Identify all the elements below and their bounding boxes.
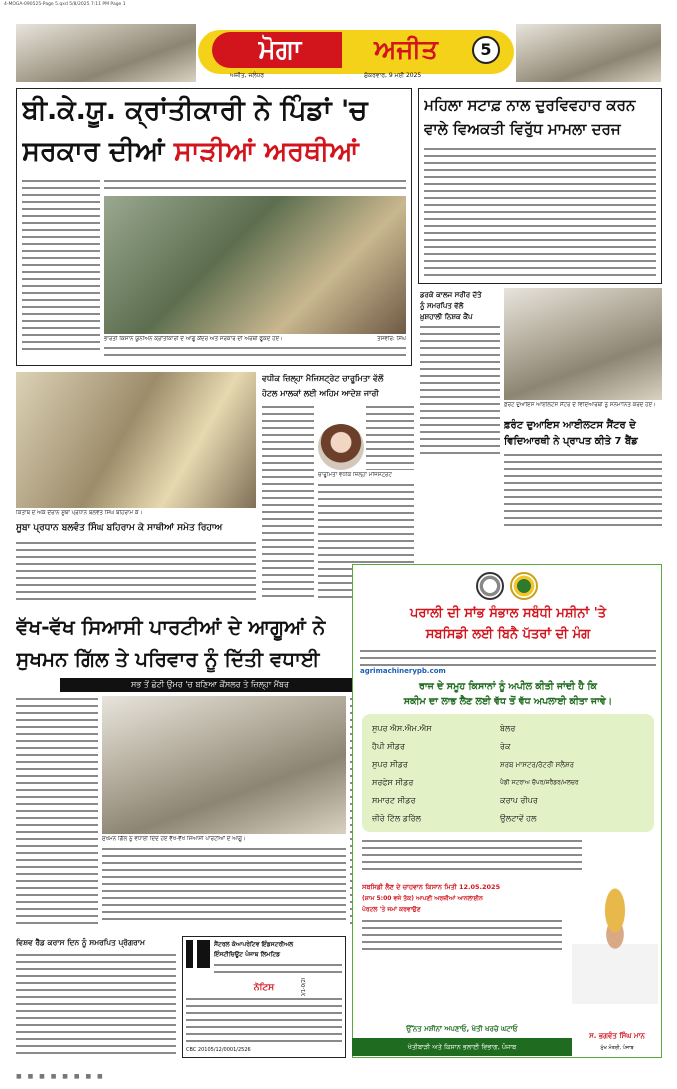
notice-body — [186, 996, 342, 1044]
story7-body-col1 — [16, 696, 98, 924]
story7-subhead: ਸਭ ਤੋਂ ਛੋਟੀ ਉਮਰ 'ਚ ਬਣਿਆ ਕੌਂਸਲਰ ਤੇ ਜ਼ਿਲ੍ਹਾ ਮੈਂਬਰ — [60, 678, 360, 692]
story8-body — [16, 952, 176, 1056]
ad-logo-right — [510, 572, 538, 600]
ad-machines-left — [372, 720, 498, 828]
story4-photo-caption: ਕਿਤਾਬ ਦੇ ਅੰਕ ਦੌਰਾਨ ਸੂਬਾ ਪ੍ਰਧਾਨ ਬਲਵੰਤ ਸਿੰਘ ਬਹਿਰਾਮ ਕੇ। — [16, 510, 143, 516]
story6-photo-caption: ਫ਼ਰੰਟ ਦੁਆਇਸ ਆਈਲਟਸ ਸੈਂਟਰ ਦੇ ਵਿਦਿਆਰਥੀ ਨੂੰ ਸਨਮਾਨਿਤ ਕਰਦੇ ਹੋਏ। — [504, 402, 656, 408]
file-info-bar: 4-MOGA-090525-Page 5.qxd 5/8/2025 7:11 PM Page 1 — [4, 2, 126, 7]
story1-photo-caption: ਭਾਰਤੀ ਕਿਸਾਨ ਯੂਨੀਅਨ ਕ੍ਰਾਂਤੀਕਾਰੀ ਦੇ ਆਗੂ ਕੇਂਦਰ ਅਤੇ ਸਰਕਾਰ ਦੀ ਅਰਥੀ ਫੂਕਦੇ ਹੋਏ। — [104, 336, 283, 342]
story1-headline-line1: ਬੀ.ਕੇ.ਯੂ. ਕ੍ਰਾਂਤੀਕਾਰੀ ਨੇ ਪਿੰਡਾਂ 'ਚ — [22, 95, 368, 126]
masthead-right-photo — [516, 24, 661, 82]
story5-body-col2 — [366, 404, 414, 470]
ad-cm-name: ਸ. ਭਗਵੰਤ ਸਿੰਘ ਮਾਨ — [589, 1032, 645, 1040]
notice-org-address — [214, 962, 342, 978]
story3-headline-line2: ਨੂੰ ਸਮਰਪਿਤ ਵੱਲੋਂ — [420, 302, 464, 310]
story5-headline-line2: ਹੋਟਲ ਮਾਲਕਾਂ ਲਈ ਅਹਿਮ ਆਦੇਸ਼ ਜਾਰੀ — [262, 389, 379, 398]
ad-machine-item: ਸਰਫੇਸ ਸੀਡਰ — [372, 778, 414, 787]
ad-slogan: ਉੱਨਤ ਮਸ਼ੀਨਾਂ ਅਪਣਾਓ, ਖੇਤੀ ਖਰਚੇ ਘਟਾਓ — [406, 1025, 518, 1033]
story4-body — [16, 540, 256, 604]
story5-body-col1 — [262, 404, 314, 600]
ad-deadline-sub2: ਪੋਰਟਲ 'ਤੇ ਜਮਾਂ ਕਰਵਾਉਣ — [362, 906, 421, 913]
ad-machines-right — [500, 720, 652, 828]
ad-machine-item: ਪੈਡੀ ਸਟਰਾਅ ਚੌਪਰ/ਸ਼ਰੈਡਰ/ਮਲਚਰ — [500, 779, 579, 786]
story4-headline: ਸੂਬਾ ਪ੍ਰਧਾਨ ਬਲਵੰਤ ਸਿੰਘ ਬਹਿਰਾਮ ਕੇ ਸਾਥੀਆਂ ਸਮੇਤ ਰਿਹਾਅ — [16, 523, 223, 533]
masthead-edition: ਅਜੀਤ, ਜਲੰਧਰ — [230, 72, 265, 79]
ad-intro-text — [360, 648, 656, 666]
masthead-date: ਸ਼ੁੱਕਰਵਾਰ, 9 ਮਈ 2025 — [364, 72, 422, 79]
story8-headline: ਵਿਸ਼ਵ ਰੈੱਡ ਕਰਾਸ ਦਿਨ ਨੂੰ ਸਮਰਪਿਤ ਪ੍ਰੋਗਰਾਮ — [16, 938, 145, 947]
ad-url: agrimachinerypb.com — [360, 667, 446, 675]
story1-body-bottom — [104, 345, 406, 359]
ad-machine-item: ਹੈਪੀ ਸੀਡਰ — [372, 742, 405, 751]
story2-headline-line2: ਵਾਲੇ ਵਿਅਕਤੀ ਵਿਰੁੱਧ ਮਾਮਲਾ ਦਰਜ — [424, 120, 621, 138]
notice-org-line2: ਇੰਸਟੀਚਿਊਟ ਪੰਜਾਬ ਲਿਮਟਿਡ — [214, 951, 281, 958]
ad-cm-title: ਮੁੱਖ ਮੰਤਰੀ, ਪੰਜਾਬ — [600, 1045, 634, 1051]
masthead-title-left-text: ਮੋਗਾ — [258, 35, 302, 65]
bottom-color-marks: ■ ■ ■ ■ ■ ■ ■ ■ — [16, 1073, 105, 1080]
notice-org-line1: ਸੈਂਟਰਲ ਕੋਆਪਰੇਟਿਵ ਇੰਡਸਟਰੀਅਲ — [214, 941, 294, 948]
story6-body — [504, 452, 662, 526]
ad-department: ਖੇਤੀਬਾੜੀ ਅਤੇ ਕਿਸਾਨ ਭਲਾਈ ਵਿਭਾਗ, ਪੰਜਾਬ — [352, 1038, 572, 1056]
story1-body-top — [104, 178, 406, 192]
ad-note-text — [362, 838, 582, 874]
story1-headline-line2 — [22, 132, 408, 172]
ad-logo-left — [476, 572, 504, 600]
notice-code: CBC 20105/12/0001/2526 — [186, 1047, 251, 1053]
story7-photo — [102, 696, 346, 834]
page-number: 5 — [472, 36, 500, 64]
story7-photo-caption: ਸੁਖਮਨ ਗਿੱਲ ਨੂੰ ਵਧਾਈ ਦਿੰਦੇ ਹੋਏ ਵੱਖ-ਵੱਖ ਸਿਆਸੀ ਪਾਰਟੀਆਂ ਦੇ ਆਗੂ। — [102, 836, 246, 842]
story1-headline-line2-a: ਸਰਕਾਰ ਦੀਆਂ — [22, 136, 165, 167]
story1-photo — [104, 196, 406, 334]
notice-logo-icon — [186, 940, 210, 968]
masthead-title-right-text: ਅਜੀਤ — [374, 35, 438, 65]
ad-machine-item: ਸ਼ਰਬ ਮਾਸਟਰ/ਰੋਟਰੀ ਸਲੈਸ਼ਰ — [500, 761, 574, 769]
story1-body-col1 — [22, 178, 100, 350]
masthead-left-photo — [16, 24, 196, 82]
ad-deadline: ਸਬਸਿਡੀ ਲੈਣ ਦੇ ਚਾਹਵਾਨ ਕਿਸਾਨ ਮਿਤੀ 12.05.2025 — [362, 883, 501, 891]
notice-title: ਨੋਟਿਸ — [253, 983, 275, 993]
ad-appeal-line2: ਸਕੀਮ ਦਾ ਲਾਭ ਲੈਣ ਲਈ ਵੱਧ ਤੋਂ ਵੱਧ ਅਪਲਾਈ ਕੀਤਾ ਜਾਵੇ। — [403, 696, 613, 707]
story7-headline-line1: ਵੱਖ-ਵੱਖ ਸਿਆਸੀ ਪਾਰਟੀਆਂ ਦੇ ਆਗੂਆਂ ਨੇ — [16, 615, 326, 639]
ad-machine-item: ਸੁਪਰ ਸੀਡਰ — [372, 760, 408, 769]
story1-headline-line2-b: ਸਾੜੀਆਂ ਅਰਥੀਆਂ — [173, 136, 359, 167]
story5-photo — [318, 424, 364, 470]
ad-headline-line1: ਪਰਾਲੀ ਦੀ ਸਾਂਭ ਸੰਭਾਲ ਸਬੰਧੀ ਮਸ਼ੀਨਾਂ 'ਤੇ — [409, 606, 607, 621]
ad-machine-item: ਸੁਪਰ ਐਸ.ਐਮ.ਐਸ — [372, 724, 432, 733]
ad-machine-item: ਜ਼ੀਰੋ ਟਿੱਲ ਡਰਿੱਲ — [372, 814, 421, 823]
story6-headline-line2: ਵਿਦਿਆਰਥੀ ਨੇ ਪ੍ਰਾਪਤ ਕੀਤੇ 7 ਬੈਂਡ — [504, 436, 638, 447]
masthead — [16, 24, 661, 82]
ad-machine-item: ਉਲਟਾਵੇਂ ਹਲ — [500, 814, 537, 823]
ad-headline-line2: ਸਬਸਿਡੀ ਲਈ ਬਿਨੈ ਪੱਤਰਾਂ ਦੀ ਮੰਗ — [425, 627, 591, 642]
story4-photo — [16, 372, 256, 508]
story3-body — [420, 324, 500, 458]
story2-headline-line1: ਮਹਿਲਾ ਸਟਾਫ਼ ਨਾਲ ਦੁਰਵਿਵਹਾਰ ਕਰਨ — [424, 96, 636, 114]
ad-cm-photo — [572, 884, 658, 1004]
story3-headline-line3: ਖ਼ੁਸ਼ਹਾਲੀ ਨਿਸ਼ਕ ਕੈਂਪ — [420, 313, 473, 321]
ad-note-text-2 — [362, 918, 562, 952]
story5-headline-line1: ਵਧੀਕ ਜ਼ਿਲ੍ਹਾ ਮੈਜਿਸਟ੍ਰੇਟ ਚਾਰੂਮਿਤਾ ਵੱਲੋਂ — [262, 374, 384, 383]
story2-body — [424, 146, 656, 278]
story7-headline-line2: ਸੁਖਮਨ ਗਿੱਲ ਤੇ ਪਰਿਵਾਰ ਨੂੰ ਦਿੱਤੀ ਵਧਾਈ — [16, 647, 320, 671]
story7-body-col2 — [102, 846, 346, 924]
ad-appeal-line1: ਰਾਜ ਦੇ ਸਮੂਹ ਕਿਸਾਨਾਂ ਨੂੰ ਅਪੀਲ ਕੀਤੀ ਜਾਂਦੀ ਹੈ ਕਿ — [419, 681, 597, 692]
story5-photo-caption: ਚਾਰੂਮਿਤਾ ਵਧੀਕ ਜ਼ਿਲ੍ਹਾ ਮੈਜਿਸਟ੍ਰੇਟ — [318, 472, 392, 478]
story1-photo-credit: ਤਸਵੀਰ: ਸਿੰਘ — [377, 336, 406, 342]
ad-machine-item: ਬੇਲਰ — [500, 724, 516, 733]
story3-headline-line1: ਡਰਕੇ ਕਾਲਜ ਸਰੀਰ ਦੱਤੇ — [420, 291, 482, 299]
ad-deadline-sub: (ਸ਼ਾਮ 5:00 ਵਜੇ ਤੱਕ) ਆਪਣੀ ਅਰਜ਼ੀਆਂ ਆਨਲਾਈਨ — [362, 895, 483, 902]
story6-headline-line1: ਫ਼ਰੰਟ ਦੁਆਇਸ ਆਈਲਟਸ ਸੈਂਟਰ ਦੇ — [504, 420, 636, 431]
ad-machine-item: ਸਮਾਰਟ ਸੀਡਰ — [372, 796, 416, 805]
story6-photo — [504, 288, 662, 400]
ad-machine-item: ਕਰਾਪ ਰੀਪਰ — [500, 796, 538, 805]
ad-machine-item: ਰੇਕ — [500, 742, 511, 751]
